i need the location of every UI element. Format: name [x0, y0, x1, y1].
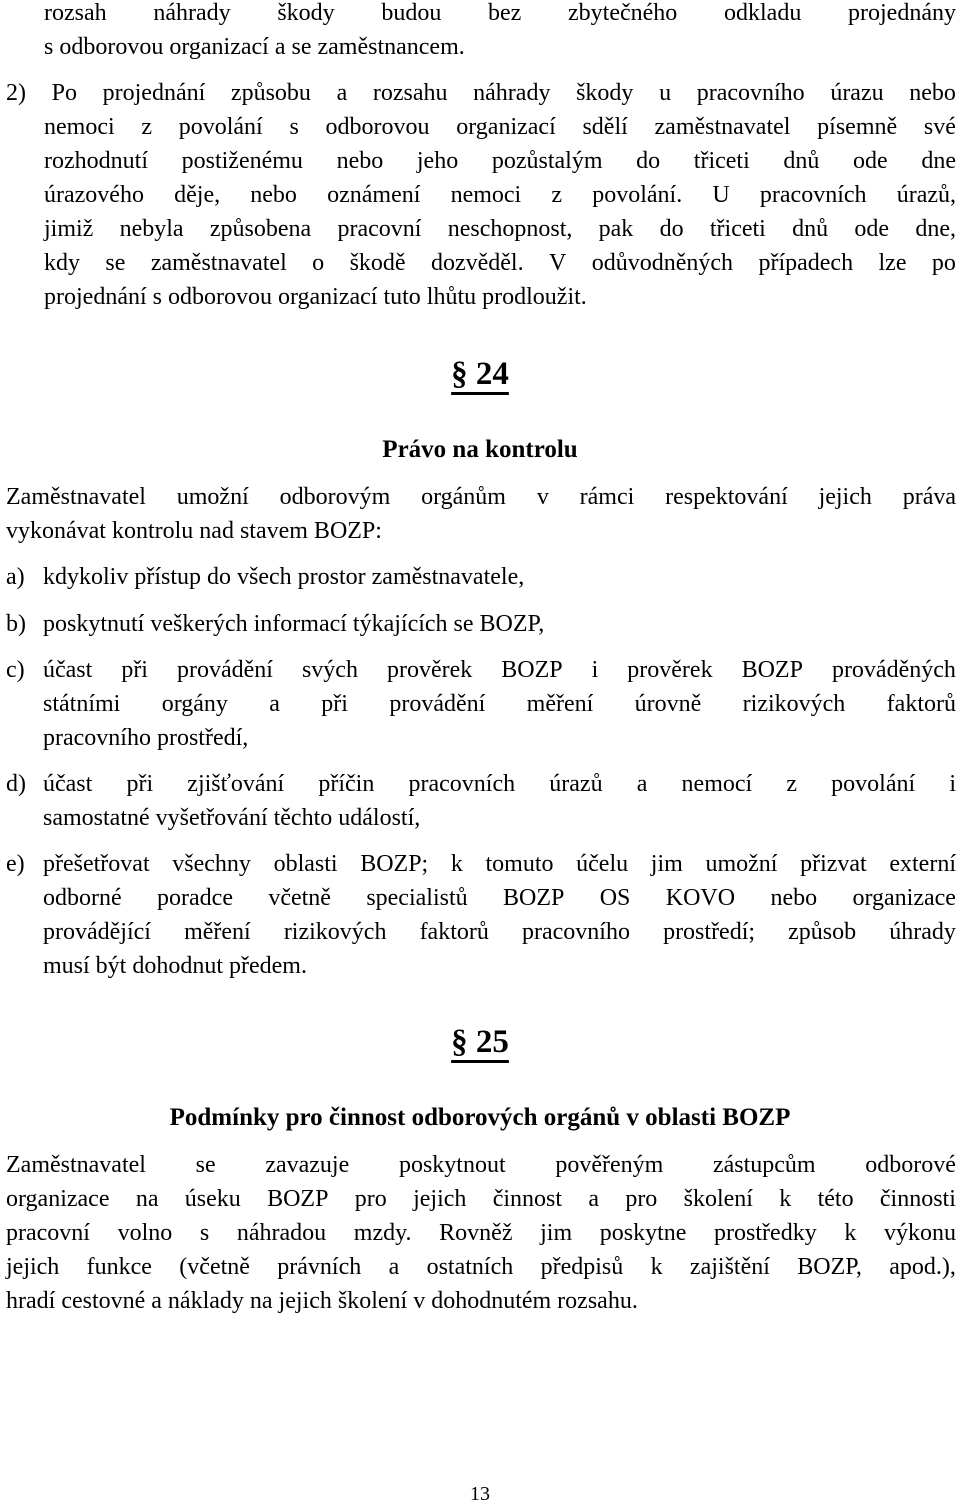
word: organizací	[456, 114, 556, 140]
list-marker: d)	[6, 771, 26, 797]
word: ostatních	[426, 1254, 514, 1280]
word: oblasti	[273, 851, 338, 877]
word: státními	[43, 691, 121, 717]
word: dne,	[915, 216, 956, 242]
word: OS	[599, 885, 631, 911]
word: odkladu	[724, 0, 802, 26]
word: nebyla	[119, 216, 184, 242]
word: rozhodnutí	[44, 148, 148, 174]
word: BOZP	[741, 657, 803, 683]
word: V	[549, 250, 567, 276]
word: volno	[117, 1220, 173, 1246]
word: (včetně	[179, 1254, 250, 1280]
word: své	[923, 114, 956, 140]
word: nebo	[250, 182, 297, 208]
word: způsobu	[230, 80, 311, 106]
word: z	[786, 771, 797, 797]
word: nemoci	[450, 182, 522, 208]
word: úrovně	[634, 691, 702, 717]
word: nebo	[336, 148, 384, 174]
word: pro	[354, 1186, 387, 1212]
word: odborovým	[279, 484, 391, 510]
word: třiceti	[693, 148, 750, 174]
word: jejich	[818, 484, 872, 510]
word: BOZP;	[360, 851, 429, 877]
word: dne	[921, 148, 956, 174]
word: k	[779, 1186, 792, 1212]
word: jejich	[413, 1186, 467, 1212]
word: BOZP	[267, 1186, 329, 1212]
word: lze	[878, 250, 907, 276]
word: odborné	[43, 885, 122, 911]
word: organizace	[6, 1186, 110, 1212]
word: a	[269, 691, 280, 717]
word: k	[650, 1254, 663, 1280]
word: zjišťování	[187, 771, 285, 797]
text-line	[6, 480, 956, 514]
word: s	[199, 1220, 210, 1246]
word: se	[195, 1152, 216, 1178]
word: rizikových	[742, 691, 846, 717]
word: pro	[625, 1186, 658, 1212]
section-symbol-24: § 24	[451, 356, 509, 392]
word: dnů	[783, 148, 820, 174]
word: a	[636, 771, 648, 797]
word: projednány	[848, 0, 956, 26]
word: zavazuje	[265, 1152, 350, 1178]
word: práva	[902, 484, 956, 510]
word: BOZP	[501, 657, 563, 683]
word: poskytne	[599, 1220, 687, 1246]
text-line	[43, 847, 956, 881]
word: rizikových	[283, 919, 387, 945]
word: Rovněž	[439, 1220, 513, 1246]
word: respektování	[665, 484, 788, 510]
word: rozsahu	[372, 80, 448, 106]
text-line: hradí cestovné a náklady na jejich školení v dohodnutém rozsahu.	[6, 1288, 638, 1314]
word: KOVO	[665, 885, 736, 911]
word: pozůstalým	[491, 148, 603, 174]
word: úrazového	[44, 182, 144, 208]
word: pracovních	[408, 771, 516, 797]
word: děje,	[174, 182, 221, 208]
word: činnost	[492, 1186, 563, 1212]
word: prověrek	[386, 657, 473, 683]
list-marker: e)	[6, 851, 25, 877]
word: BOZP	[502, 885, 565, 911]
word: nebo	[770, 885, 818, 911]
word: právních	[277, 1254, 362, 1280]
word: pak	[598, 216, 634, 242]
word: dozvěděl.	[430, 250, 524, 276]
word: tomuto	[485, 851, 554, 877]
word: do	[659, 216, 684, 242]
word: nebo	[909, 80, 956, 106]
word: zástupcům	[712, 1152, 816, 1178]
word: se	[105, 250, 126, 276]
word: jejich	[6, 1254, 60, 1280]
word: postiženému	[181, 148, 303, 174]
word: případech	[758, 250, 854, 276]
section-24-intro	[6, 480, 956, 548]
word: jim	[650, 851, 683, 877]
word: škody	[277, 0, 335, 26]
word: do	[636, 148, 661, 174]
text-line: vykonávat kontrolu nad stavem BOZP:	[6, 518, 382, 544]
word: této	[817, 1186, 854, 1212]
word: měření	[184, 919, 251, 945]
word: umožní	[176, 484, 249, 510]
word: povolání.	[592, 182, 683, 208]
word: odborovou	[325, 114, 430, 140]
word: při	[321, 691, 348, 717]
text-line: projednání s odborovou organizací tuto lhůtu prodloužit.	[44, 284, 587, 310]
text-line	[6, 1216, 956, 1250]
word: U	[712, 182, 730, 208]
word: projednání	[102, 80, 206, 106]
word: mzdy.	[353, 1220, 412, 1246]
word: prověrek	[627, 657, 713, 683]
text-line: musí být dohodnut předem.	[43, 953, 307, 979]
word: odůvodněných	[591, 250, 734, 276]
word: rámci	[579, 484, 635, 510]
word: oznámení	[327, 182, 421, 208]
word: zaměstnavatel	[654, 114, 791, 140]
word: nemoci	[44, 114, 115, 140]
word: o	[312, 250, 325, 276]
word: jeho	[416, 148, 459, 174]
word: škody	[576, 80, 634, 106]
word: školení	[683, 1186, 753, 1212]
word: pracovní	[337, 216, 422, 242]
section-24-heading: Právo na kontrolu	[382, 436, 578, 463]
word: způsob	[788, 919, 857, 945]
word: Po	[51, 80, 77, 106]
word: dnů	[792, 216, 829, 242]
word: třiceti	[709, 216, 766, 242]
word: neschopnost,	[447, 216, 573, 242]
word: u	[659, 80, 672, 106]
word: úrazů	[549, 771, 603, 797]
word: všechny	[172, 851, 251, 877]
text-line	[43, 915, 956, 949]
word: umožní	[705, 851, 778, 877]
word: poskytnout	[398, 1152, 506, 1178]
word: i	[591, 657, 599, 683]
word: ode	[853, 148, 888, 174]
word: kdy	[44, 250, 80, 276]
word: úseku	[184, 1186, 241, 1212]
word: provádějící	[43, 919, 151, 945]
word: apod.),	[889, 1254, 956, 1280]
text-line	[43, 653, 956, 687]
word: BOZP,	[797, 1254, 862, 1280]
word: náhrady	[153, 0, 231, 26]
word: na	[135, 1186, 159, 1212]
word: zaměstnavatel	[150, 250, 287, 276]
word: z	[141, 114, 153, 140]
text-line	[43, 881, 956, 915]
text-line: kdykoliv přístup do všech prostor zaměstnavatele,	[43, 564, 525, 590]
word: prostředí;	[663, 919, 756, 945]
text-line	[44, 144, 956, 178]
word: pracovního	[521, 919, 630, 945]
word: písemně	[817, 114, 898, 140]
word: činnosti	[879, 1186, 956, 1212]
text-line	[43, 687, 956, 721]
word: pracovních	[759, 182, 867, 208]
list-marker: b)	[6, 611, 26, 637]
word: úrazu	[830, 80, 884, 106]
word: sdělí	[582, 114, 628, 140]
word: a	[336, 80, 348, 106]
section-25-paragraph	[6, 1148, 956, 1318]
word: a	[388, 1254, 400, 1280]
word: škodě	[349, 250, 406, 276]
word: náhrady	[473, 80, 551, 106]
word: bez	[488, 0, 522, 26]
word: zajištění	[689, 1254, 770, 1280]
word: zbytečného	[568, 0, 678, 26]
word: nemocí	[681, 771, 753, 797]
word: Zaměstnavatel	[6, 484, 146, 510]
word: poradce	[157, 885, 233, 911]
word: orgány	[161, 691, 228, 717]
word: svých	[301, 657, 358, 683]
list-marker: c)	[6, 657, 25, 683]
word: včetně	[268, 885, 331, 911]
section-symbol-25: § 25	[451, 1024, 509, 1060]
word: úrazů,	[896, 182, 956, 208]
word: při	[121, 657, 148, 683]
word: provádění	[389, 691, 486, 717]
word: po	[931, 250, 956, 276]
word: orgánům	[421, 484, 506, 510]
word: při	[126, 771, 154, 797]
word: k	[450, 851, 463, 877]
text-line	[44, 212, 956, 246]
word: v	[536, 484, 549, 510]
word: prováděných	[831, 657, 956, 683]
word: způsobena	[209, 216, 312, 242]
word: funkce	[86, 1254, 152, 1280]
text-line: samostatné vyšetřování těchto událostí,	[43, 805, 421, 831]
list-marker: a)	[6, 564, 25, 590]
word: jimiž	[44, 216, 94, 242]
word: Zaměstnavatel	[6, 1152, 146, 1178]
word: pracovní	[6, 1220, 90, 1246]
word: ode	[854, 216, 890, 242]
word: a	[588, 1186, 599, 1212]
word: s	[289, 114, 299, 140]
word: výkonu	[883, 1220, 956, 1246]
word: úhrady	[889, 919, 956, 945]
word: z	[551, 182, 563, 208]
word: přizvat	[800, 851, 867, 877]
text-line	[44, 0, 956, 30]
word: jim	[540, 1220, 573, 1246]
word: rozsah	[44, 0, 107, 26]
word: účast	[43, 657, 93, 683]
text-line	[44, 178, 956, 212]
text-line: poskytnutí veškerých informací týkajících se BOZP,	[43, 611, 545, 637]
word: i	[949, 771, 956, 797]
text-line: pracovního prostředí,	[43, 725, 249, 751]
word: odborové	[865, 1152, 956, 1178]
word: 2)	[6, 80, 26, 106]
word: náhradou	[236, 1220, 327, 1246]
text-line	[44, 246, 956, 280]
word: povolání	[831, 771, 916, 797]
word: povolání	[178, 114, 263, 140]
word: účast	[43, 771, 93, 797]
section-25-heading: Podmínky pro činnost odborových orgánů v oblasti BOZP	[169, 1104, 791, 1131]
word: pověřeným	[555, 1152, 664, 1178]
word: předpisů	[540, 1254, 624, 1280]
word: měření	[526, 691, 594, 717]
word: provádění	[176, 657, 273, 683]
word: organizace	[852, 885, 956, 911]
text-line	[6, 1182, 956, 1216]
word: externí	[889, 851, 956, 877]
word: účelu	[576, 851, 629, 877]
text-line	[43, 767, 956, 801]
paragraph-2	[0, 76, 960, 314]
word: přešetřovat	[43, 851, 150, 877]
word: příčin	[318, 771, 375, 797]
word: faktorů	[419, 919, 489, 945]
word: faktorů	[886, 691, 956, 717]
continuation-paragraph	[44, 0, 956, 64]
word: k	[844, 1220, 857, 1246]
page-number: 13	[470, 1483, 490, 1505]
word: prostředky	[714, 1220, 817, 1246]
text-line: s odborovou organizací a se zaměstnancem.	[44, 34, 465, 60]
word: pracovního	[696, 80, 805, 106]
text-line	[6, 76, 956, 110]
text-line	[6, 1250, 956, 1284]
word: specialistů	[366, 885, 468, 911]
text-line	[6, 1148, 956, 1182]
word: budou	[381, 0, 442, 26]
text-line	[44, 110, 956, 144]
